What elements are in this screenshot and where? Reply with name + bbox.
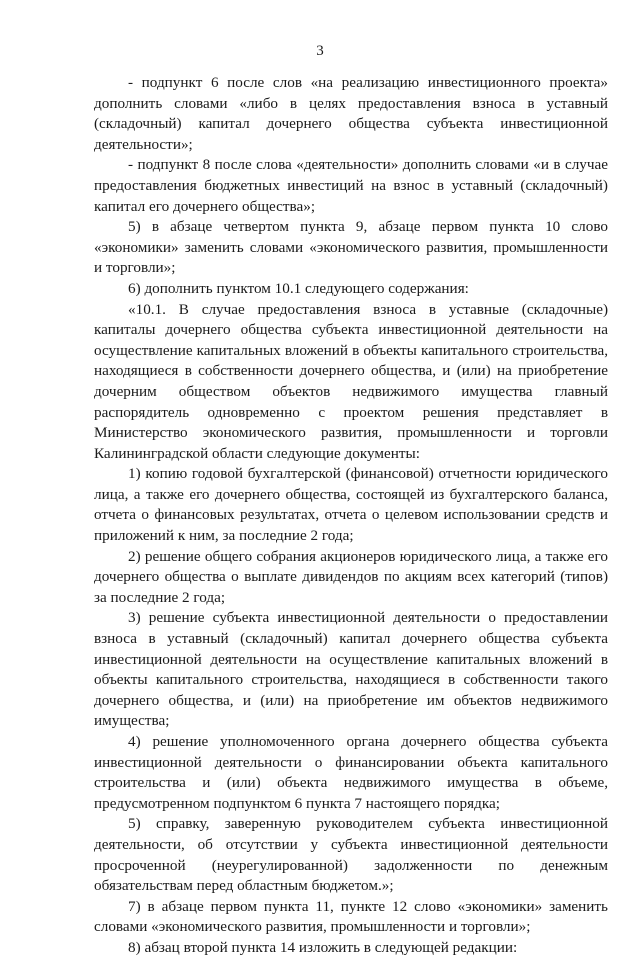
paragraph-item-8: 8) абзац второй пункта 14 изложить в следующей редакции: xyxy=(128,938,518,956)
paragraph-document-5: 5) справку, заверенную руководителем субъекта инвестиционной деятельности, об отсутствии у субъекта инвестиционной деятельности просроченной (неурегулированной) задолженности по денежным обязательствам перед областным бюджетом.»; xyxy=(94,815,608,895)
paragraph-item-6: 6) дополнить пунктом 10.1 следующего содержания: xyxy=(128,279,469,297)
paragraph-document-3: 3) решение субъекта инвестиционной деятельности о предоставлении взноса в уставный (складочный) капитал дочернего общества субъекта инвестиционной деятельности на осуществление капитальных вложений в объекты капитального строительства, находящиеся в собственности такого дочернего общества, и (или) на приобретение им объектов недвижимого имущества; xyxy=(94,609,608,730)
paragraph-item-5: 5) в абзаце четвертом пункта 9, абзаце первом пункта 10 слово «экономики» заменить словами «экономического развития, промышленности и торговли»; xyxy=(94,218,608,277)
paragraph-document-1: 1) копию годовой бухгалтерской (финансовой) отчетности юридического лица, а также его дочернего общества, состоящей из бухгалтерского баланса, отчета о финансовых результатах, отчета о целевом использовании средств и приложений к ним, за последние 2 года; xyxy=(94,465,608,545)
page-number: 3 xyxy=(316,43,324,59)
paragraph-document-2: 2) решение общего собрания акционеров юридического лица, а также его дочернего общества о выплате дивидендов по акциям всех категорий (типов) за последние 2 года; xyxy=(94,547,608,606)
paragraph-subpoint-6: - подпункт 6 после слов «на реализацию инвестиционного проекта» дополнить словами «либо в целях предоставления взноса в уставный (складочный) капитал дочернего общества субъекта инвестиционной деятельности»; xyxy=(94,74,608,153)
paragraph-item-7: 7) в абзаце первом пункта 11, пункте 12 слово «экономики» заменить словами «экономического развития, промышленности и торговли»; xyxy=(94,897,608,936)
paragraph-clause-10-1: «10.1. В случае предоставления взноса в уставные (складочные) капиталы дочернего общества субъекта инвестиционной деятельности на осуществление капитальных вложений в объекты капитального строительства, находящиеся в собственности дочернего общества, и (или) на приобретение дочерним обществом объектов недвижимого имущества главный распорядитель одновременно с проектом решения представляет в Министерство экономического развития, промышленности и торговли Калининградской области следующие документы: xyxy=(94,300,608,462)
paragraph-document-4: 4) решение уполномоченного органа дочернего общества субъекта инвестиционной деятельности о финансировании объекта капитального строительства и (или) объекта недвижимого имущества в объеме, предусмотренном подпунктом 6 пункта 7 настоящего порядка; xyxy=(94,733,608,812)
document-body xyxy=(94,73,608,959)
paragraph-subpoint-8: - подпункт 8 после слова «деятельности» дополнить словами «и в случае предоставления бюджетных инвестиций на взнос в уставный (складочный) капитал его дочернего общества»; xyxy=(94,156,608,215)
